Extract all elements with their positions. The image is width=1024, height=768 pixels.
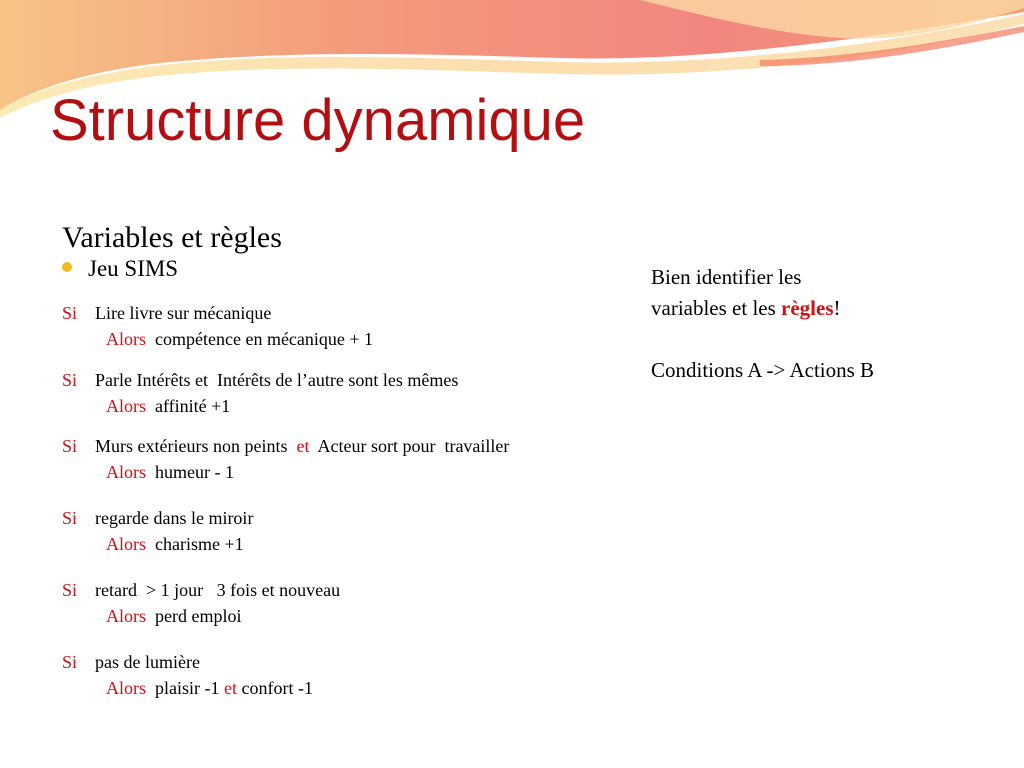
rule-1-action-line — [62, 326, 373, 352]
side-note-line-2 — [651, 293, 874, 324]
et-keyword: et — [296, 436, 310, 456]
rule-condition: Lire livre sur mécanique — [95, 303, 272, 323]
rule-3-condition-line — [62, 433, 509, 459]
section-subtitle: Variables et règles — [62, 221, 282, 254]
rule-condition: pas de lumière — [95, 652, 200, 672]
rule-2-condition-line — [62, 367, 458, 393]
alors-keyword: Alors — [106, 462, 146, 482]
si-keyword: Si — [62, 580, 78, 600]
rule-4-condition-line — [62, 505, 253, 531]
rule-2 — [62, 367, 458, 419]
side-note — [651, 262, 874, 386]
alors-keyword: Alors — [106, 396, 146, 416]
side-note-spacer — [651, 324, 874, 355]
rule-4-action-line — [62, 531, 253, 557]
rule-6 — [62, 649, 313, 701]
rule-action-part2: confort -1 — [241, 678, 313, 698]
rule-action-part1: plaisir -1 — [155, 678, 220, 698]
alors-keyword: Alors — [106, 678, 146, 698]
rule-2-action-line — [62, 393, 458, 419]
rule-1-condition-line — [62, 300, 373, 326]
alors-keyword: Alors — [106, 329, 146, 349]
filled-circle-bullet-icon — [62, 262, 72, 272]
rule-action: charisme +1 — [155, 534, 244, 554]
si-keyword: Si — [62, 303, 78, 323]
rule-action: compétence en mécanique + 1 — [155, 329, 374, 349]
alors-keyword: Alors — [106, 534, 146, 554]
side-note-line-3: Conditions A -> Actions B — [651, 358, 875, 382]
rule-3-action-line — [62, 459, 509, 485]
side-note-line-1: Bien identifier les — [651, 265, 802, 289]
rule-3 — [62, 433, 509, 485]
rule-action: perd emploi — [155, 606, 242, 626]
rule-condition: retard > 1 jour 3 fois et nouveau — [95, 580, 341, 600]
rule-1 — [62, 300, 373, 352]
rule-5-action-line — [62, 603, 340, 629]
si-keyword: Si — [62, 436, 78, 456]
slide-title: Structure dynamique — [50, 88, 586, 153]
bullet-item — [62, 256, 178, 282]
si-keyword: Si — [62, 508, 78, 528]
rule-condition: Parle Intérêts et Intérêts de l’autre sont les mêmes — [95, 370, 459, 390]
rule-6-action-line — [62, 675, 313, 701]
rule-4 — [62, 505, 253, 557]
regles-emphasis: règles — [781, 296, 834, 320]
side-note-exclamation: ! — [833, 296, 841, 320]
rule-5-condition-line — [62, 577, 340, 603]
side-note-line-2-prefix: variables et les — [651, 296, 776, 320]
si-keyword: Si — [62, 370, 78, 390]
et-keyword: et — [224, 678, 237, 698]
rule-condition: regarde dans le miroir — [95, 508, 254, 528]
rule-condition-part1: Murs extérieurs non peints — [95, 436, 288, 456]
rule-5 — [62, 577, 340, 629]
rule-action: affinité +1 — [155, 396, 231, 416]
alors-keyword: Alors — [106, 606, 146, 626]
rule-condition-part2: Acteur sort pour travailler — [317, 436, 510, 456]
rule-action: humeur - 1 — [155, 462, 234, 482]
rule-6-condition-line — [62, 649, 313, 675]
bullet-text: Jeu SIMS — [88, 256, 179, 281]
si-keyword: Si — [62, 652, 78, 672]
